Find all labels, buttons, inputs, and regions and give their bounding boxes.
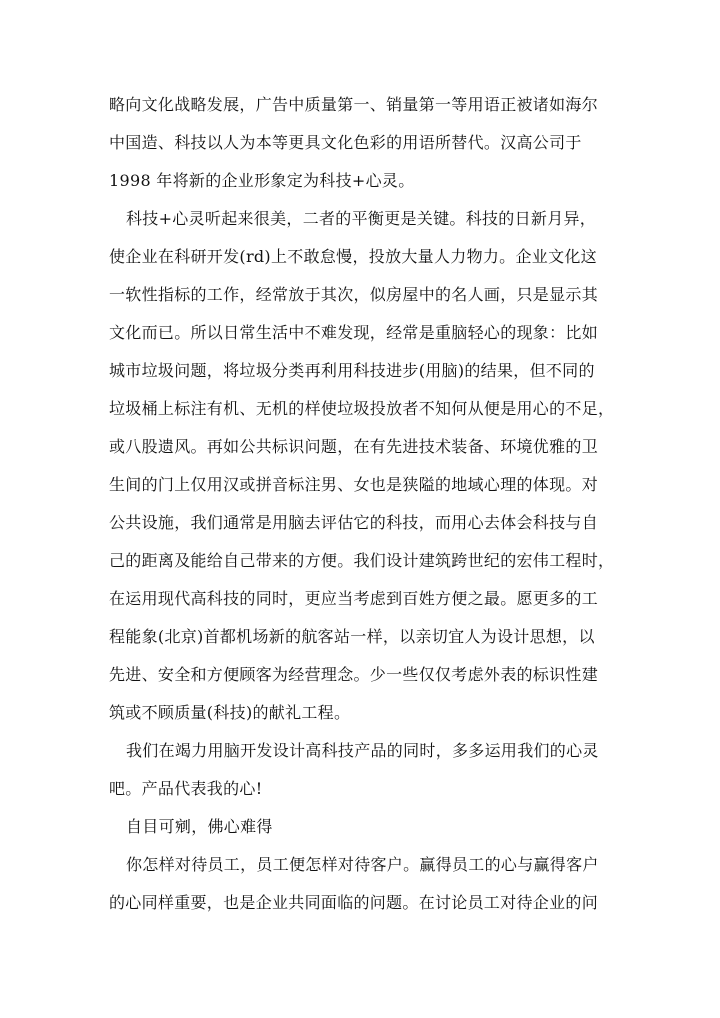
text-line: 在运用现代高科技的同时，更应当考虑到百姓方便之最。愿更多的工 bbox=[109, 589, 599, 608]
text-line: 己的距离及能给自己带来的方便。我们设计建筑跨世纪的宏伟工程时， bbox=[109, 551, 615, 570]
text-line: 筑或不顾质量(科技)的献礼工程。 bbox=[109, 703, 351, 722]
text-line: 城市垃圾问题，将垃圾分类再利用科技进步(用脑)的结果，但不同的 bbox=[109, 361, 595, 380]
text-line: 生间的门上仅用汉或拼音标注男、女也是狭隘的地域心理的体现。对 bbox=[109, 475, 599, 494]
paragraph-start-line: 我们在竭力用脑开发设计高科技产品的同时，多多运用我们的心灵 bbox=[126, 741, 599, 760]
text-line: 1998 年将新的企业形象定为科技+心灵。 bbox=[109, 171, 415, 190]
text-line: 文化而已。所以日常生活中不难发现，经常是重脑轻心的现象：比如 bbox=[109, 323, 599, 342]
text-line: 程能象(北京)首都机场新的航客站一样，以亲切宜人为设计思想，以 bbox=[109, 627, 595, 646]
paragraph-start-line: 科技+心灵听起来很美，二者的平衡更是关键。科技的日新月异， bbox=[126, 209, 597, 228]
text-line: 使企业在科研开发(rd)上不敢怠慢，投放大量人力物力。企业文化这 bbox=[109, 247, 597, 266]
text-line: 公共设施，我们通常是用脑去评估它的科技，而用心去体会科技与自 bbox=[109, 513, 599, 532]
text-line: 中国造、科技以人为本等更具文化色彩的用语所替代。汉高公司于 bbox=[109, 133, 582, 152]
text-line: 或八股遗风。再如公共标识问题，在有先进技术装备、环境优雅的卫 bbox=[109, 437, 599, 456]
text-line: 略向文化战略发展，广告中质量第一、销量第一等用语正被诸如海尔 bbox=[109, 95, 599, 114]
text-line: 的心同样重要，也是企业共同面临的问题。在讨论员工对待企业的问 bbox=[109, 893, 599, 912]
text-line: 吧。产品代表我的心! bbox=[109, 779, 263, 798]
text-line: 先进、安全和方便顾客为经营理念。少一些仅仅考虑外表的标识性建 bbox=[109, 665, 599, 684]
paragraph-start-line: 你怎样对待员工，员工便怎样对待客户。赢得员工的心与赢得客户 bbox=[126, 855, 599, 874]
section-heading: 自目可剜，佛心难得 bbox=[126, 817, 273, 836]
text-line: 垃圾桶上标注有机、无机的样使垃圾投放者不知何从便是用心的不足， bbox=[109, 399, 615, 418]
text-line: 一软性指标的工作，经常放于其次，似房屋中的名人画，只是显示其 bbox=[109, 285, 599, 304]
